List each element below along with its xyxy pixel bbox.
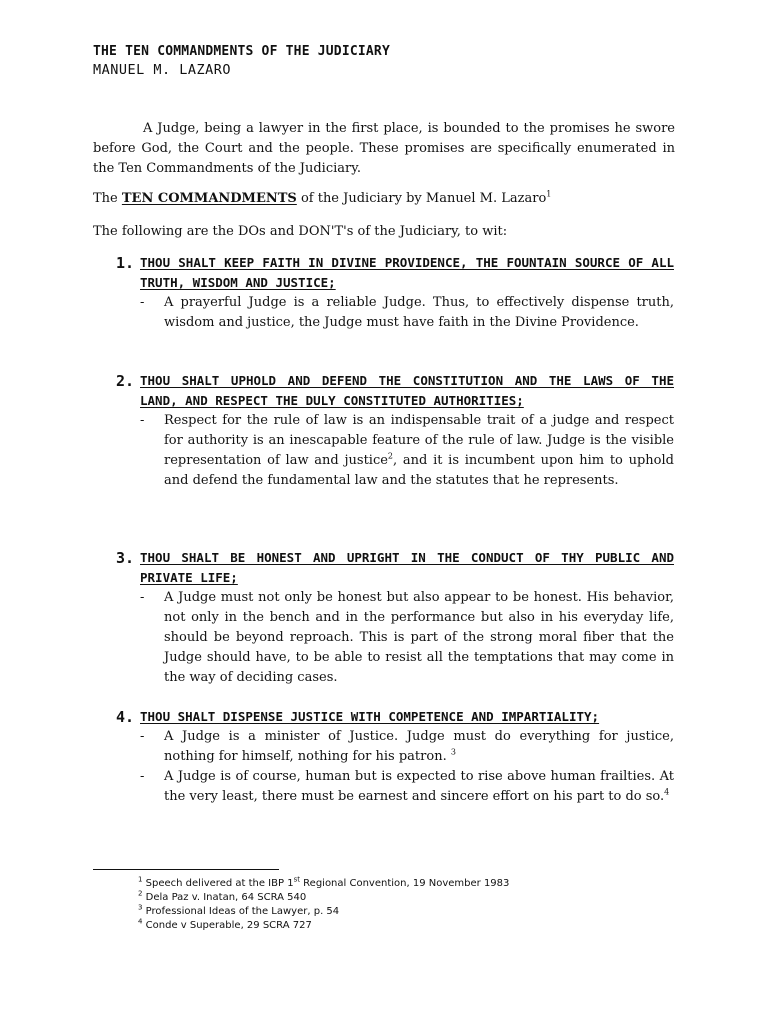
ten-line-prefix: The	[93, 191, 122, 206]
bullet-text-part: , and it is incumbent upon him to uphold and defend the fundamental law and the statutes that he represents.	[164, 453, 674, 488]
commandment-bullet	[140, 411, 674, 491]
footnote-text: Speech delivered at the IBP 1	[145, 878, 294, 889]
commandment-bullet	[140, 727, 674, 767]
footnote-ref-2: 2	[387, 451, 394, 461]
footnote-2	[138, 891, 306, 905]
bullet-dash: -	[140, 413, 145, 428]
bullet-text	[164, 411, 674, 491]
footnote-text: Conde v Superable, 29 SCRA 727	[145, 920, 312, 931]
footnote-ref-3: 3	[450, 747, 456, 757]
commandment-heading	[116, 707, 674, 727]
commandment-heading	[116, 548, 674, 588]
bullet-dash: -	[140, 295, 145, 310]
intro-paragraph: A Judge, being a lawyer in the first place, is bounded to the promises he swore before God, the Court and the people. These promises are specifically enumerated in the Ten Commandments of the Judiciary.	[93, 121, 675, 176]
footnote-1	[138, 877, 509, 891]
commandment-bullet	[140, 767, 674, 807]
commandment-title: THOU SHALT KEEP FAITH IN DIVINE PROVIDENCE, THE FOUNTAIN SOURCE OF ALL TRUTH, WISDOM AND JUSTICE;	[140, 255, 674, 290]
commandment-4	[116, 707, 674, 807]
commandment-2	[116, 371, 674, 491]
bullet-text-part: A Judge is a minister of Justice. Judge must do everything for justice, nothing for himself, nothing for his patron.	[164, 729, 674, 764]
document-title: THE TEN COMMANDMENTS OF THE JUDICIARY	[93, 44, 390, 59]
ten-line-suffix: of the Judiciary by Manuel M. Lazaro	[296, 191, 547, 206]
bullet-text: A Judge must not only be honest but also appear to be honest. His behavior, not only in the bench and in the performance but also in his everyday life, should be beyond reproach. This is part of the strong moral fiber that the Judge should have, to be able to resist all the temptations that may come in the way of deciding cases.	[164, 590, 674, 685]
commandment-number: 2.	[116, 372, 135, 390]
commandment-title: THOU SHALT BE HONEST AND UPRIGHT IN THE CONDUCT OF THY PUBLIC AND PRIVATE LIFE;	[140, 550, 674, 585]
bullet-text	[164, 727, 674, 767]
commandment-bullet	[140, 293, 674, 333]
footnote-number: 3	[138, 903, 143, 912]
bullet-dash: -	[140, 590, 145, 605]
commandment-number: 3.	[116, 549, 135, 567]
footnote-number: 1	[138, 875, 143, 884]
footnote-ref-1: 1	[546, 189, 552, 199]
commandment-number: 4.	[116, 708, 135, 726]
commandment-bullet	[140, 588, 674, 688]
footnote-3	[138, 905, 339, 919]
commandment-title: THOU SHALT UPHOLD AND DEFEND THE CONSTITUTION AND THE LAWS OF THE LAND, AND RESPECT THE DULY CONSTITUTED AUTHORITIES;	[140, 373, 674, 408]
bullet-text-part: Respect for the rule of law is an indispensable trait of a judge and respect for authority is an inescapable feature of the rule of law. Judge is the visible representation of law and justice	[164, 413, 674, 468]
footnote-ref-4: 4	[664, 787, 670, 797]
footnote-ordinal: st	[293, 875, 300, 884]
footnote-text: Professional Ideas of the Lawyer, p. 54	[145, 906, 340, 917]
footnote-number: 4	[138, 917, 143, 926]
document-author: MANUEL M. LAZARO	[93, 62, 232, 78]
footnote-text: Regional Convention, 19 November 1983	[299, 878, 510, 889]
bullet-text	[164, 767, 674, 807]
commandment-heading	[116, 253, 674, 293]
bullet-text-part: A Judge is of course, human but is expected to rise above human frailties. At the very least, there must be earnest and sincere effort on his part to do so.	[164, 769, 674, 804]
ten-line-strong: TEN COMMANDMENTS	[121, 191, 297, 206]
footnote-divider	[93, 869, 279, 870]
footnote-4	[138, 919, 312, 933]
footnote-number: 2	[138, 889, 143, 898]
commandment-title: THOU SHALT DISPENSE JUSTICE WITH COMPETENCE AND IMPARTIALITY;	[140, 709, 600, 724]
footnote-text: Dela Paz v. Inatan, 64 SCRA 540	[145, 892, 307, 903]
commandment-3	[116, 548, 674, 688]
commandment-1	[116, 253, 674, 333]
bullet-text: A prayerful Judge is a reliable Judge. Thus, to effectively dispense truth, wisdom and justice, the Judge must have faith in the Divine Providence.	[164, 295, 674, 330]
bullet-dash: -	[140, 729, 145, 744]
following-line: The following are the DOs and DON'T's of the Judiciary, to wit:	[93, 224, 508, 239]
commandment-number: 1.	[116, 254, 135, 272]
commandment-heading	[116, 371, 674, 411]
bullet-dash: -	[140, 769, 145, 784]
ten-commandments-line	[93, 189, 551, 209]
